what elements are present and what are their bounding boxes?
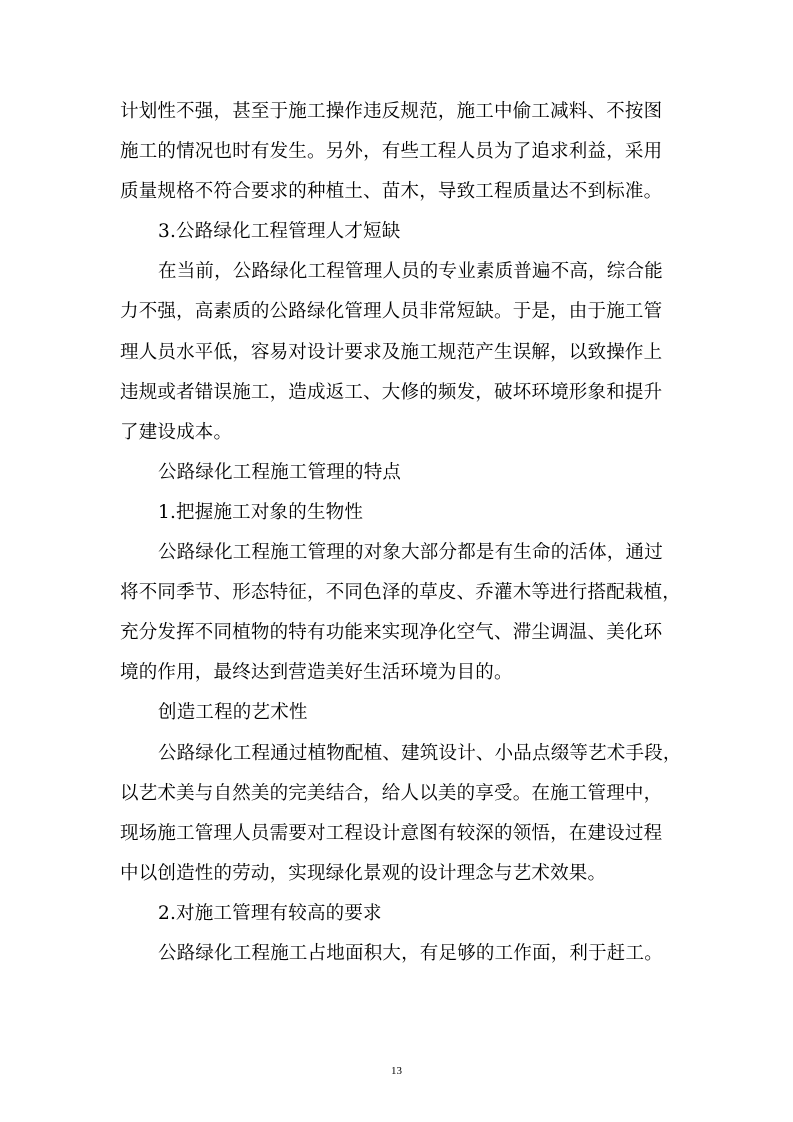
text-line: 充分发挥不同植物的特有功能来实现净化空气、滞尘调温、美化环 (120, 622, 663, 644)
text-line: 理人员水平低，容易对设计要求及施工规范产生误解，以致操作上 (120, 341, 663, 363)
section-heading: 3.公路绿化工程管理人才短缺 (158, 221, 401, 243)
text-line: 以艺术美与自然美的完美结合，给人以美的享受。在施工管理中， (120, 782, 663, 804)
section-heading: 创造工程的艺术性 (158, 702, 308, 724)
text-line: 公路绿化工程通过植物配植、建筑设计、小品点缀等艺术手段， (158, 742, 682, 764)
text-line: 境的作用，最终达到营造美好生活环境为目的。 (120, 662, 513, 684)
page-number: 13 (391, 1065, 402, 1077)
section-heading: 2.对施工管理有较高的要求 (158, 902, 382, 924)
text-line: 违规或者错误施工，造成返工、大修的频发，破坏环境形象和提升 (120, 381, 663, 403)
text-line: 质量规格不符合要求的种植土、苗木，导致工程质量达不到标准。 (120, 181, 663, 203)
text-line: 了建设成本。 (120, 421, 233, 443)
text-line: 力不强，高素质的公路绿化管理人员非常短缺。于是，由于施工管 (120, 301, 663, 323)
text-line: 计划性不强，甚至于施工操作违反规范，施工中偷工减料、不按图 (120, 101, 663, 122)
text-line: 公路绿化工程施工占地面积大，有足够的工作面，利于赶工。 (158, 942, 663, 964)
section-heading: 1.把握施工对象的生物性 (158, 501, 364, 523)
section-heading: 公路绿化工程施工管理的特点 (158, 461, 402, 483)
text-line: 中以创造性的劳动，实现绿化景观的设计理念与艺术效果。 (120, 862, 607, 884)
text-line: 公路绿化工程施工管理的对象大部分都是有生命的活体，通过 (158, 542, 663, 564)
text-line: 在当前，公路绿化工程管理人员的专业素质普遍不高，综合能 (158, 261, 663, 283)
text-line: 现场施工管理人员需要对工程设计意图有较深的领悟，在建设过程 (120, 822, 663, 844)
text-line: 将不同季节、形态特征，不同色泽的草皮、乔灌木等进行搭配栽植， (120, 582, 682, 604)
text-line: 施工的情况也时有发生。另外，有些工程人员为了追求利益，采用 (120, 141, 663, 163)
body-text (120, 92, 680, 974)
